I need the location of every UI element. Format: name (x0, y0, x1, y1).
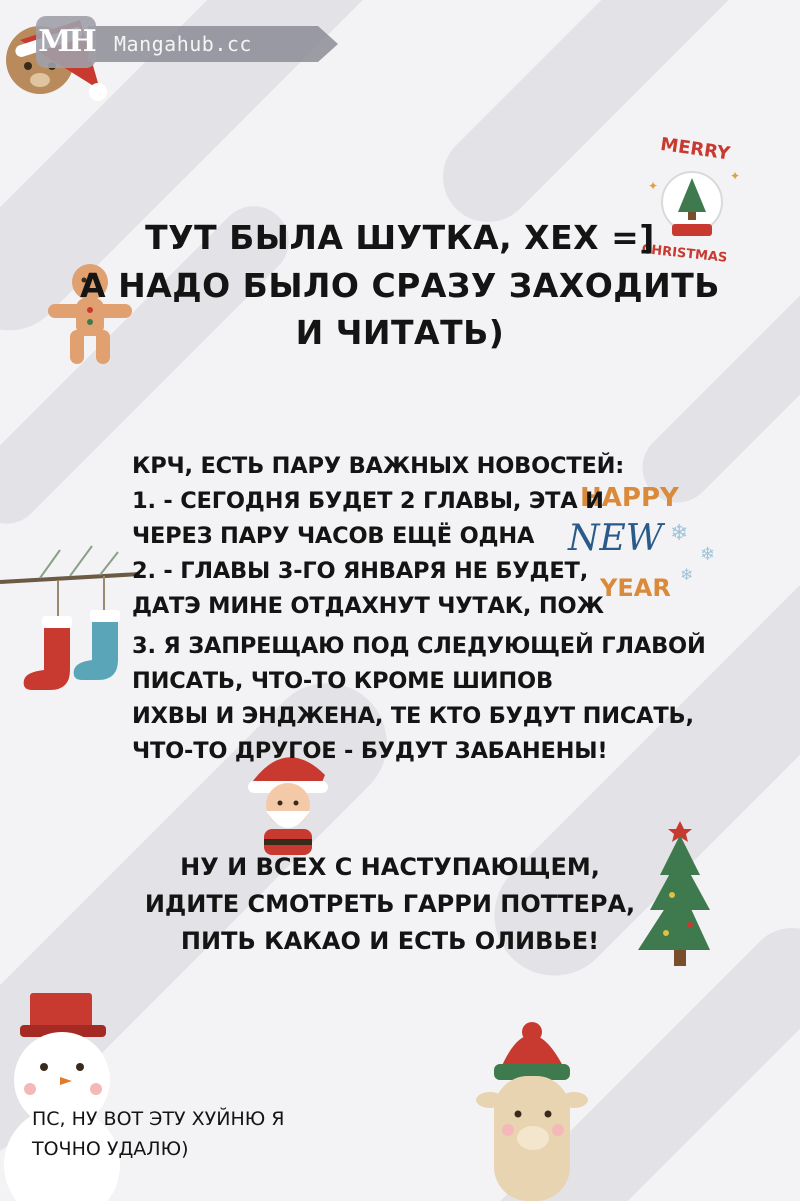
news-line: ЧТО-ТО ДРУГОЕ - БУДУТ ЗАБАНЕНЫ! (132, 738, 608, 764)
llama-winter-hat-icon (470, 1010, 600, 1201)
news-line: 3. Я ЗАПРЕЩАЮ ПОД СЛЕДУЮЩЕЙ ГЛАВОЙ (132, 633, 706, 659)
news-line: ЧЕРЕЗ ПАРУ ЧАСОВ ЕЩЁ ОДНА (132, 523, 535, 549)
title-line-3: И ЧИТАТЬ) (295, 313, 505, 352)
greeting-line: ИДИТЕ СМОТРЕТЬ ГАРРИ ПОТТЕРА, (144, 890, 636, 918)
watermark-badge (18, 14, 338, 70)
watermark-logo: MH (36, 16, 96, 68)
news-line: 2. - ГЛАВЫ 3-ГО ЯНВАРЯ НЕ БУДЕТ, (132, 558, 589, 584)
news-line: КРЧ, ЕСТЬ ПАРУ ВАЖНЫХ НОВОСТЕЙ: (132, 453, 625, 479)
title-line-1: ТУТ БЫЛА ШУТКА, ХЕХ =] (145, 218, 655, 257)
svg-text:❄: ❄ (670, 521, 689, 546)
snowman-icon (0, 985, 140, 1201)
sticker-christmas: CHRISTMAS (641, 241, 728, 266)
news-line: ИХВЫ И ЭНДЖЕНА, ТЕ КТО БУДУТ ПИСАТЬ, (132, 703, 694, 729)
news-line: 1. - СЕГОДНЯ БУДЕТ 2 ГЛАВЫ, ЭТА И (132, 488, 604, 514)
svg-text:❄: ❄ (700, 544, 716, 565)
ps-line-2: ТОЧНО УДАЛЮ) (32, 1138, 189, 1160)
sticker-year: YEAR (600, 574, 671, 602)
news-line: ДАТЭ МИНЕ ОТДАХНУТ ЧУТАК, ПОЖ (132, 593, 604, 619)
sticker-happy: HAPPY (580, 483, 679, 513)
svg-text:❄: ❄ (680, 565, 694, 584)
watermark-site: Mangahub.cc (114, 32, 252, 56)
sticker-merry: MERRY (659, 133, 732, 165)
svg-text:✦: ✦ (730, 169, 741, 183)
svg-text:✦: ✦ (648, 179, 659, 193)
title-line-2: А НАДО БЫЛО СРАЗУ ЗАХОДИТЬ (80, 266, 720, 305)
news-line: ПИСАТЬ, ЧТО-ТО КРОМЕ ШИПОВ (132, 668, 553, 694)
greeting-line: НУ И ВСЕХ С НАСТУПАЮЩЕМ, (180, 853, 600, 881)
christmas-stockings-icon (0, 530, 150, 720)
ps-line-1: ПС, НУ ВОТ ЭТУ ХУЙНЮ Я (32, 1108, 285, 1130)
sticker-new: NEW (568, 518, 663, 559)
greeting-line: ПИТЬ КАКАО И ЕСТЬ ОЛИВЬЕ! (180, 927, 600, 955)
